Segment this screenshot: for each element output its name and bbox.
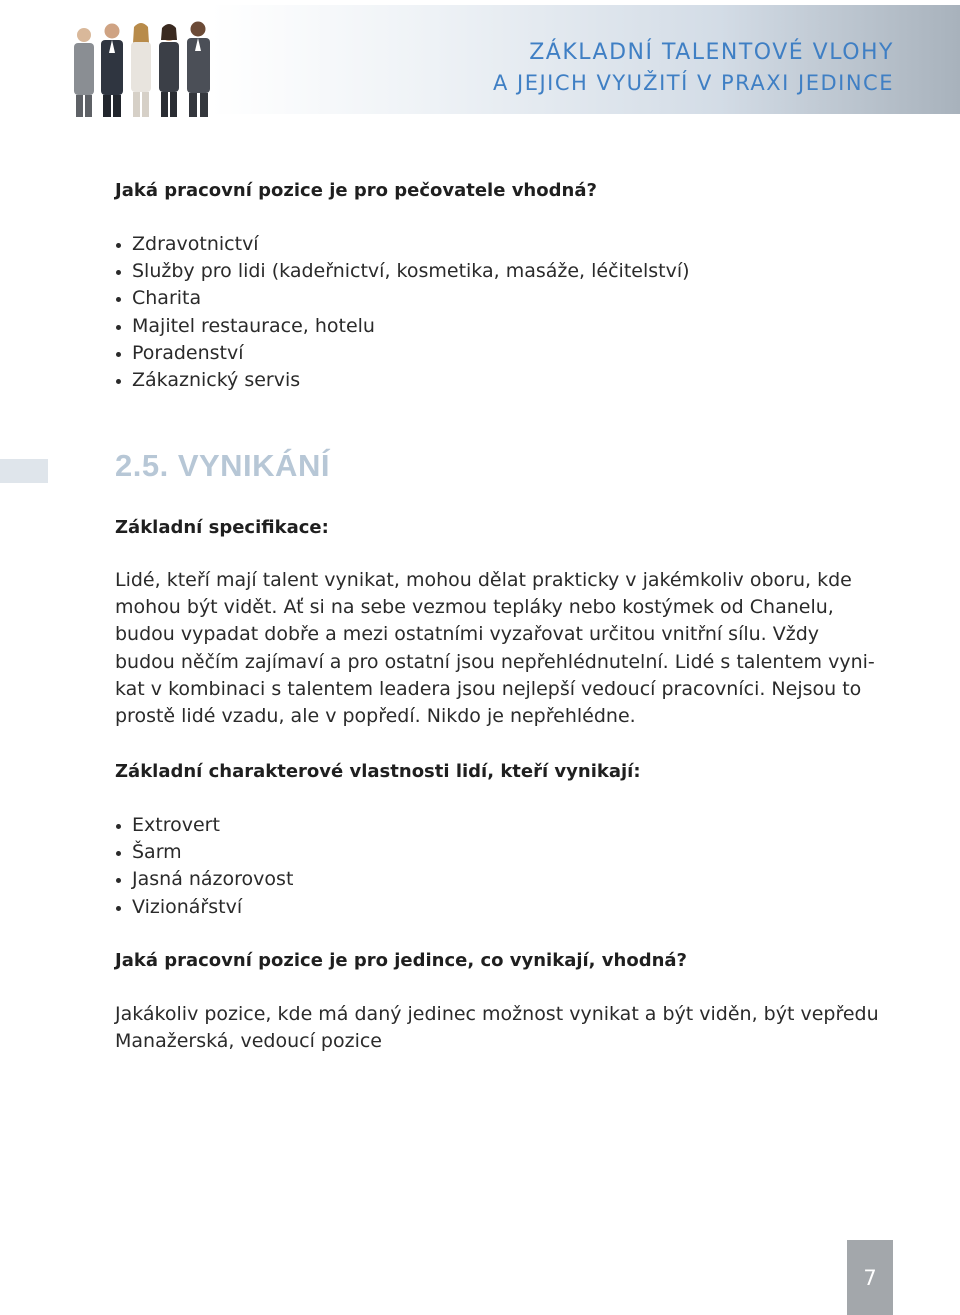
traits-list	[115, 812, 293, 921]
person-figure	[187, 22, 210, 118]
answer-line: Manažerská, vedoucí pozice	[115, 1030, 382, 1053]
page-number: 7	[847, 1240, 893, 1315]
caregiver-positions-list	[115, 231, 690, 394]
traits-heading: Základní charakterové vlastnosti lidí, kteří vynikají:	[115, 761, 641, 782]
paragraph-line: kat v kombinaci s talentem leadera jsou nejlepší vedoucí pracovníci. Nejsou to	[115, 677, 862, 700]
paragraph-line: budou něčím zajímaví a pro ostatní jsou nepřehlédnutelní. Lidé s talentem vyni-	[115, 650, 875, 673]
answer-block	[115, 1001, 905, 1055]
paragraph-line: Lidé, kteří mají talent vynikat, mohou dělat prakticky v jakémkoliv oboru, kde	[115, 569, 852, 591]
list-item: Služby pro lidi (kadeřnictví, kosmetika, masáže, léčitelství)	[115, 258, 690, 285]
list-item: Charita	[115, 285, 690, 312]
list-item: Majitel restaurace, hotelu	[115, 313, 690, 340]
question-excel-positions: Jaká pracovní pozice je pro jedince, co vynikají, vhodná?	[115, 950, 687, 971]
paragraph-line: budou vypadat dobře a mezi ostatními vyzařovat určitou vnitřní sílu. Vždy	[115, 623, 820, 646]
answer-line: Jakákoliv pozice, kde má daný jedinec možnost vynikat a být viděn, být vepředu	[115, 1003, 879, 1025]
header-title-line2: A JEJICH VYUŽITÍ V PRAXI JEDINCE	[492, 71, 894, 95]
person-figure	[74, 28, 94, 117]
question-caregiver-positions: Jaká pracovní pozice je pro pečovatele vhodná?	[115, 180, 597, 201]
person-figure	[131, 23, 151, 117]
list-item: Poradenství	[115, 340, 690, 367]
list-item: Jasná názorovost	[115, 866, 293, 893]
list-item: Zákaznický servis	[115, 367, 690, 394]
section-title: 2.5. VYNIKÁNÍ	[115, 448, 330, 483]
business-team-photo	[62, 13, 222, 119]
list-item: Vizionářství	[115, 894, 293, 921]
paragraph-line: prostě lidé vzadu, ale v popředí. Nikdo je nepřehlédne.	[115, 705, 636, 728]
person-figure	[159, 24, 179, 117]
list-item: Šarm	[115, 839, 293, 866]
header-title-line1: ZÁKLADNÍ TALENTOVÉ VLOHY	[529, 40, 894, 65]
list-item: Extrovert	[115, 812, 293, 839]
person-figure	[101, 24, 123, 118]
section-marker	[0, 459, 48, 483]
page-header	[0, 5, 960, 114]
header-title	[493, 38, 894, 98]
list-item: Zdravotnictví	[115, 231, 690, 258]
spec-heading: Základní specifikace:	[115, 517, 329, 538]
spec-paragraph	[115, 567, 893, 730]
paragraph-line: mohou být vidět. Ať si na sebe vezmou tepláky nebo kostýmek od Chanelu,	[115, 596, 834, 619]
